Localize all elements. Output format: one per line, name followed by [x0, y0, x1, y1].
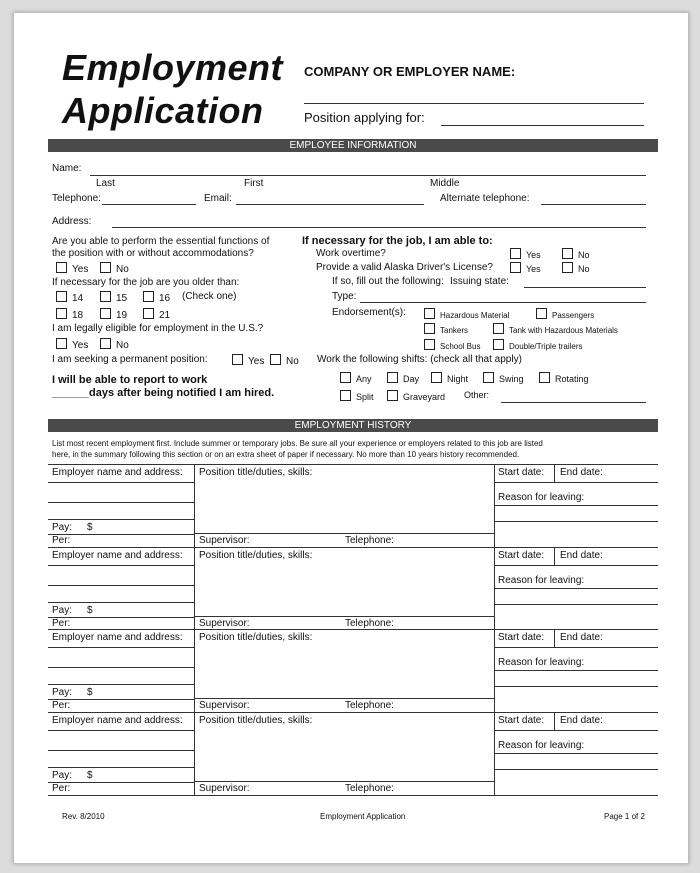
employer-line[interactable] — [48, 602, 194, 603]
eligible-yes-label: Yes — [72, 340, 89, 351]
reason-line[interactable] — [494, 753, 658, 754]
title-line-2: Application — [62, 90, 264, 131]
employer-label-4: Employer name and address: — [52, 715, 183, 726]
shifts-question: Work the following shifts: (check all that apply) — [317, 354, 522, 365]
other-shift-field[interactable] — [501, 402, 646, 403]
shift-rotating-checkbox[interactable] — [539, 372, 550, 383]
type-label: Type: — [332, 291, 357, 302]
telephone-label-2: Telephone: — [345, 618, 394, 629]
pay-label-3: Pay: — [52, 687, 73, 698]
essential-no-checkbox[interactable] — [100, 262, 111, 273]
license-yes-label: Yes — [526, 264, 541, 274]
reason-line[interactable] — [494, 521, 658, 522]
date-underline — [494, 565, 658, 566]
shift-any-checkbox[interactable] — [340, 372, 351, 383]
endorse-double-triple-checkbox[interactable] — [493, 339, 504, 350]
first-caption: First — [244, 178, 264, 189]
endorse-double-triple-label: Double/Triple trailers — [509, 342, 583, 351]
age-14-checkbox[interactable] — [56, 291, 67, 302]
email-field[interactable] — [236, 204, 424, 205]
endorse-hazmat-label: Hazardous Material — [440, 311, 510, 320]
report-blank[interactable]: ______ — [52, 387, 89, 399]
start-date-label-1: Start date: — [498, 467, 545, 478]
employer-line[interactable] — [48, 750, 194, 751]
age-18[interactable] — [56, 308, 83, 321]
overtime-yes-label: Yes — [526, 250, 541, 260]
shift-swing[interactable] — [483, 372, 524, 384]
essential-yes-label: Yes — [72, 264, 89, 275]
license-no-label: No — [578, 264, 590, 274]
employer-label-1: Employer name and address: — [52, 467, 183, 478]
age-16[interactable] — [143, 291, 170, 304]
age-16-checkbox[interactable] — [143, 291, 154, 302]
shift-any-label: Any — [356, 374, 372, 384]
shift-rotating[interactable] — [539, 372, 589, 384]
permanent-yes-checkbox[interactable] — [232, 354, 243, 365]
supervisor-label-4: Supervisor: — [199, 783, 250, 794]
shift-graveyard-checkbox[interactable] — [387, 390, 398, 401]
eligible-no-label: No — [116, 340, 129, 351]
position-label: Position applying for: — [304, 110, 425, 125]
employer-line[interactable] — [48, 647, 194, 648]
license-no[interactable] — [562, 262, 590, 274]
supervisor-divider — [194, 616, 494, 617]
essential-no-label: No — [116, 264, 129, 275]
footer-revision: Rev. 8/2010 — [62, 812, 105, 821]
start-date-label-3: Start date: — [498, 632, 545, 643]
date-divider — [554, 712, 555, 730]
eligible-no[interactable] — [100, 338, 129, 351]
title-line-1: Employment — [62, 47, 284, 88]
shift-rotating-label: Rotating — [555, 374, 589, 384]
position-label-3: Position title/duties, skills: — [199, 632, 313, 643]
employer-line[interactable] — [48, 767, 194, 768]
telephone-field[interactable] — [102, 204, 196, 205]
employer-line[interactable] — [48, 565, 194, 566]
date-divider — [554, 464, 555, 482]
position-label-4: Position title/duties, skills: — [199, 715, 313, 726]
overtime-no[interactable] — [562, 248, 590, 260]
telephone-label-1: Telephone: — [345, 535, 394, 546]
permanent-no-checkbox[interactable] — [270, 354, 281, 365]
employer-line[interactable] — [48, 585, 194, 586]
permanent-no-label: No — [286, 356, 299, 367]
email-label: Email: — [204, 193, 232, 204]
permanent-yes[interactable] — [232, 354, 264, 367]
date-underline — [494, 482, 658, 483]
end-date-label-1: End date: — [560, 467, 603, 478]
pay-label-4: Pay: — [52, 770, 73, 781]
overtime-no-label: No — [578, 250, 590, 260]
reason-label-1: Reason for leaving: — [498, 492, 585, 503]
reason-line[interactable] — [494, 604, 658, 605]
shift-day-checkbox[interactable] — [387, 372, 398, 383]
last-caption: Last — [96, 178, 115, 189]
per-label-2: Per: — [52, 618, 71, 629]
essential-yes[interactable] — [56, 262, 88, 275]
employer-label-2: Employer name and address: — [52, 550, 183, 561]
shift-split[interactable] — [340, 390, 374, 402]
shift-any[interactable] — [340, 372, 372, 384]
age-21[interactable] — [143, 308, 170, 321]
alt-telephone-field[interactable] — [541, 204, 646, 205]
essential-question-2: the position with or without accommodations? — [52, 248, 254, 259]
reason-line[interactable] — [494, 686, 658, 687]
history-block-top-border — [48, 464, 658, 465]
footer-page: Page 1 of 2 — [604, 812, 645, 821]
supervisor-label-1: Supervisor: — [199, 535, 250, 546]
license-no-checkbox[interactable] — [562, 262, 573, 273]
endorse-tankers[interactable] — [424, 323, 468, 335]
start-date-label-4: Start date: — [498, 715, 545, 726]
per-label-1: Per: — [52, 535, 71, 546]
type-field[interactable] — [360, 302, 646, 303]
endorse-passengers-checkbox[interactable] — [536, 308, 547, 319]
age-19-label: 19 — [116, 310, 128, 321]
license-question: Provide a valid Alaska Driver's License? — [316, 262, 493, 273]
shift-split-checkbox[interactable] — [340, 390, 351, 401]
overtime-question: Work overtime? — [316, 248, 386, 259]
endorse-tank-hazmat[interactable] — [493, 323, 618, 335]
company-label: COMPANY OR EMPLOYER NAME: — [304, 64, 516, 79]
date-underline — [494, 647, 658, 648]
employer-line[interactable] — [48, 502, 194, 503]
employer-line[interactable] — [48, 730, 194, 731]
position-label-1: Position title/duties, skills: — [199, 467, 313, 478]
reason-line[interactable] — [494, 505, 658, 506]
shift-swing-checkbox[interactable] — [483, 372, 494, 383]
endorsements-label: Endorsement(s): — [332, 307, 406, 318]
eligible-yes[interactable] — [56, 338, 88, 351]
endorse-hazmat[interactable] — [424, 308, 509, 320]
endorse-passengers[interactable] — [536, 308, 594, 320]
name-field[interactable] — [90, 175, 646, 176]
end-date-label-2: End date: — [560, 550, 603, 561]
footer-title: Employment Application — [320, 812, 406, 821]
report-line-2: days after being notified I am hired. — [89, 387, 275, 399]
other-shift-label: Other: — [464, 390, 490, 400]
shift-swing-label: Swing — [499, 374, 524, 384]
per-label-3: Per: — [52, 700, 71, 711]
per-label-4: Per: — [52, 783, 71, 794]
overtime-yes[interactable] — [510, 248, 541, 260]
employee-info-header: EMPLOYEE INFORMATION — [48, 139, 658, 152]
shift-night-checkbox[interactable] — [431, 372, 442, 383]
employer-line[interactable] — [48, 482, 194, 483]
age-18-label: 18 — [72, 310, 84, 321]
address-label: Address: — [52, 216, 92, 227]
date-divider — [554, 629, 555, 647]
eligible-no-checkbox[interactable] — [100, 338, 111, 349]
endorse-school-bus-checkbox[interactable] — [424, 339, 435, 350]
date-divider — [554, 547, 555, 565]
age-15[interactable] — [100, 291, 127, 304]
reason-line[interactable] — [494, 588, 658, 589]
end-date-label-4: End date: — [560, 715, 603, 726]
supervisor-label-2: Supervisor: — [199, 618, 250, 629]
endorse-school-bus-label: School Bus — [440, 342, 481, 351]
permanent-no[interactable] — [270, 354, 299, 367]
endorse-tank-hazmat-label: Tank with Hazardous Materials — [509, 326, 618, 335]
history-column-divider — [194, 712, 195, 795]
reason-label-3: Reason for leaving: — [498, 657, 585, 668]
employer-label-3: Employer name and address: — [52, 632, 183, 643]
if-so-label: If so, fill out the following: — [332, 276, 444, 287]
company-name-field[interactable] — [304, 103, 644, 104]
shift-day[interactable] — [387, 372, 419, 384]
date-underline — [494, 730, 658, 731]
address-field[interactable] — [112, 227, 646, 228]
middle-caption: Middle — [430, 178, 460, 189]
pay-label-2: Pay: — [52, 605, 73, 616]
age-15-label: 15 — [116, 293, 128, 304]
history-column-divider — [194, 464, 195, 547]
end-date-label-3: End date: — [560, 632, 603, 643]
issuing-state-label: Issuing state: — [450, 276, 509, 287]
pay-dollar-3: $ — [87, 687, 93, 698]
history-intro-1: List most recent employment first. Include summer or temporary jobs. Be sure all your experience or employers related to this job are listed — [52, 439, 543, 448]
permanent-question: I am seeking a permanent position: — [52, 354, 208, 365]
essential-yes-checkbox[interactable] — [56, 262, 67, 273]
overtime-yes-checkbox[interactable] — [510, 248, 521, 259]
eligible-yes-checkbox[interactable] — [56, 338, 67, 349]
essential-no[interactable] — [100, 262, 129, 275]
age-15-checkbox[interactable] — [100, 291, 111, 302]
age-19[interactable] — [100, 308, 127, 321]
history-block-bottom-border — [48, 795, 658, 796]
employer-line[interactable] — [48, 684, 194, 685]
report-line-1: I will be able to report to work — [52, 374, 208, 386]
start-date-label-2: Start date: — [498, 550, 545, 561]
supervisor-divider — [194, 698, 494, 699]
age-question: If necessary for the job are you older than: — [52, 277, 240, 288]
endorse-school-bus[interactable] — [424, 339, 480, 351]
name-label: Name: — [52, 163, 82, 174]
employer-line[interactable] — [48, 667, 194, 668]
telephone-label-3: Telephone: — [345, 700, 394, 711]
supervisor-divider — [194, 781, 494, 782]
position-field[interactable] — [441, 125, 644, 126]
shift-split-label: Split — [356, 392, 374, 402]
history-intro-2: here, in the summary following this section or on an extra sheet of paper if necessary. No more than 10 years history recommended. — [52, 450, 520, 459]
history-column-divider — [194, 629, 195, 712]
history-block-top-border — [48, 629, 658, 630]
age-19-checkbox[interactable] — [100, 308, 111, 319]
application-page — [13, 12, 689, 864]
shift-graveyard[interactable] — [387, 390, 445, 402]
endorse-tank-hazmat-checkbox[interactable] — [493, 323, 504, 334]
pay-dollar-4: $ — [87, 770, 93, 781]
endorse-hazmat-checkbox[interactable] — [424, 308, 435, 319]
essential-question-1: Are you able to perform the essential functions of — [52, 236, 270, 247]
history-block-top-border — [48, 547, 658, 548]
age-18-checkbox[interactable] — [56, 308, 67, 319]
eligible-question: I am legally eligible for employment in the U.S.? — [52, 323, 264, 334]
telephone-label: Telephone: — [52, 193, 101, 204]
supervisor-label-3: Supervisor: — [199, 700, 250, 711]
employment-history-header: EMPLOYMENT HISTORY — [48, 419, 658, 432]
endorse-passengers-label: Passengers — [552, 311, 595, 320]
pay-dollar-1: $ — [87, 522, 93, 533]
reason-label-4: Reason for leaving: — [498, 740, 585, 751]
age-21-checkbox[interactable] — [143, 308, 154, 319]
endorse-double-triple[interactable] — [493, 339, 583, 351]
age-21-label: 21 — [159, 310, 171, 321]
history-block-top-border — [48, 712, 658, 713]
age-16-label: 16 — [159, 293, 171, 304]
pay-label-1: Pay: — [52, 522, 73, 533]
overtime-no-checkbox[interactable] — [562, 248, 573, 259]
supervisor-divider — [194, 533, 494, 534]
check-one-note: (Check one) — [182, 291, 237, 302]
shift-night[interactable] — [431, 372, 468, 384]
endorse-tankers-checkbox[interactable] — [424, 323, 435, 334]
reason-line[interactable] — [494, 769, 658, 770]
able-header: If necessary for the job, I am able to: — [302, 235, 493, 247]
employer-line[interactable] — [48, 519, 194, 520]
license-yes-checkbox[interactable] — [510, 262, 521, 273]
age-14-label: 14 — [72, 293, 84, 304]
pay-dollar-2: $ — [87, 605, 93, 616]
history-column-divider — [194, 547, 195, 630]
permanent-yes-label: Yes — [248, 356, 265, 367]
age-14[interactable] — [56, 291, 83, 304]
alt-telephone-label: Alternate telephone: — [440, 193, 530, 204]
reason-label-2: Reason for leaving: — [498, 575, 585, 586]
license-yes[interactable] — [510, 262, 541, 274]
shift-graveyard-label: Graveyard — [403, 392, 446, 402]
position-label-2: Position title/duties, skills: — [199, 550, 313, 561]
telephone-label-4: Telephone: — [345, 783, 394, 794]
endorse-tankers-label: Tankers — [440, 326, 469, 335]
shift-day-label: Day — [403, 374, 420, 384]
reason-line[interactable] — [494, 670, 658, 671]
shift-night-label: Night — [447, 374, 469, 384]
issuing-state-field[interactable] — [524, 287, 646, 288]
